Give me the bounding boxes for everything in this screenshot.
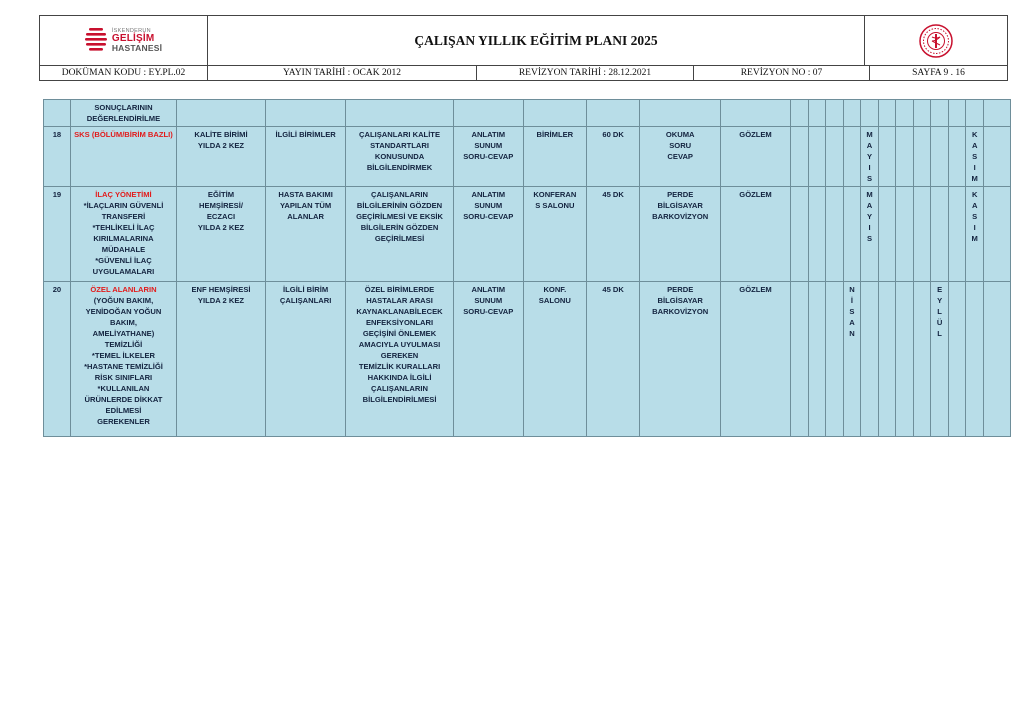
month-label	[862, 189, 877, 244]
topic-line: TEMİZLİĞİ	[104, 340, 143, 349]
purpose-cell-line: STANDARTLARI	[370, 141, 429, 150]
document-header	[39, 15, 1008, 66]
publish-date: YAYIN TARİHİ : OCAK 2012	[208, 66, 477, 80]
trainer-cell	[177, 187, 266, 282]
topic-line: *HASTANE TEMİZLİĞİ	[84, 362, 163, 371]
month-cell-6	[878, 282, 896, 437]
purpose-cell-line: GEREKEN	[380, 351, 419, 360]
month-letter: A	[971, 141, 978, 150]
month-letter: K	[971, 130, 978, 139]
month-cell-7	[896, 187, 914, 282]
empty-cell	[808, 100, 826, 127]
method-cell-line: SORU-CEVAP	[463, 212, 514, 221]
empty-cell	[843, 100, 861, 127]
empty-cell	[913, 100, 931, 127]
topic-cell	[70, 187, 176, 282]
trainer-cell-line: YILDA 2 KEZ	[197, 296, 245, 305]
topic-line: *İLAÇLARIN GÜVENLİ	[83, 201, 164, 210]
trainer-cell-line: HEMŞİRESİ/	[199, 201, 243, 210]
month-letter: A	[971, 201, 978, 210]
month-cell-4	[843, 187, 861, 282]
method-cell	[453, 127, 523, 187]
month-cell-2	[808, 282, 826, 437]
month-cell-1	[791, 187, 809, 282]
material-cell-line: BİLGİSAYAR	[657, 201, 703, 210]
material-cell-line: CEVAP	[667, 152, 693, 161]
material-cell	[640, 282, 720, 437]
month-letter: S	[849, 307, 855, 316]
purpose-cell	[346, 282, 453, 437]
method-cell	[453, 187, 523, 282]
material-cell-line: BARKOVİZYON	[652, 307, 709, 316]
place-cell	[523, 127, 586, 187]
month-cell-8	[913, 127, 931, 187]
material-cell-line: OKUMA	[665, 130, 695, 139]
empty-cell	[523, 100, 586, 127]
month-letter: S	[972, 212, 978, 221]
empty-cell	[791, 100, 809, 127]
place-cell-line: BİRİMLER	[536, 130, 574, 139]
table-row	[44, 282, 1011, 437]
method-cell-line: SORU-CEVAP	[463, 307, 514, 316]
month-letter: M	[971, 234, 978, 243]
topic-line: MÜDAHALE	[101, 245, 146, 254]
purpose-cell-line: ÇALIŞANLARI KALİTE	[359, 130, 441, 139]
month-letter: A	[849, 318, 855, 327]
month-letter: Y	[866, 152, 873, 161]
purpose-cell-line: ÇALIŞANLARIN	[371, 190, 428, 199]
topic-title: İLAÇ YÖNETİMİ	[95, 190, 152, 199]
topic-line: DEĞERLENDİRİLME	[86, 114, 161, 123]
audience-cell-line: İLGİLİ BİRİMLER	[275, 130, 336, 139]
empty-cell	[826, 100, 844, 127]
revision-date: REVİZYON TARİHİ : 28.12.2021	[477, 66, 694, 80]
month-cell-2	[808, 127, 826, 187]
topic-line: GEREKENLER	[97, 417, 150, 426]
topic-line: TRANSFERİ	[101, 212, 146, 221]
empty-cell	[948, 100, 966, 127]
purpose-cell-line: AMACIYLA UYULMASI	[358, 340, 441, 349]
topic-line: KIRILMALARINA	[93, 234, 154, 243]
month-letter: S	[866, 234, 873, 243]
evaluation-cell: GÖZLEM	[720, 282, 790, 437]
empty-cell	[177, 100, 266, 127]
hospital-logo	[40, 16, 208, 65]
audience-cell-line: ALANLAR	[287, 212, 324, 221]
method-cell-line: SORU-CEVAP	[463, 152, 514, 161]
trainer-cell-line: EĞİTİM	[207, 190, 235, 199]
method-cell-line: SUNUM	[474, 296, 503, 305]
month-letter: I	[868, 163, 871, 172]
month-cell-4	[843, 127, 861, 187]
month-label	[967, 189, 982, 244]
month-letter: Y	[866, 212, 873, 221]
purpose-cell-line: ÖZEL BİRİMLERDE	[364, 285, 435, 294]
month-cell-10	[948, 127, 966, 187]
place-cell-line: S SALONU	[535, 201, 575, 210]
empty-cell	[931, 100, 949, 127]
month-label	[845, 284, 860, 339]
month-cell-8	[913, 282, 931, 437]
month-letter: A	[866, 141, 873, 150]
month-cell-11	[966, 187, 984, 282]
topic-cell	[70, 100, 176, 127]
evaluation-cell: GÖZLEM	[720, 127, 790, 187]
empty-cell	[346, 100, 453, 127]
topic-line: *TEMEL İLKELER	[91, 351, 156, 360]
method-cell-line: SUNUM	[474, 201, 503, 210]
month-cell-1	[791, 282, 809, 437]
empty-cell	[983, 100, 1010, 127]
empty-cell	[896, 100, 914, 127]
topic-line: UYGULAMALARI	[92, 267, 155, 276]
material-cell-line: SORU	[669, 141, 692, 150]
month-cell-11	[966, 127, 984, 187]
place-cell-line: KONFERAN	[533, 190, 577, 199]
purpose-cell-line: GEÇİRİLMESİ VE EKSİK	[356, 212, 443, 221]
logo-line-1: İSKENDERUN	[111, 27, 151, 34]
month-letter: M	[866, 190, 873, 199]
empty-cell	[861, 100, 879, 127]
ministry-of-health-emblem-icon	[918, 23, 954, 59]
material-cell-line: BİLGİSAYAR	[657, 296, 703, 305]
month-cell-5	[861, 127, 879, 187]
topic-line: AMELİYATHANE)	[92, 329, 155, 338]
month-cell-11	[966, 282, 984, 437]
month-letter: I	[973, 163, 976, 172]
audience-cell	[265, 127, 345, 187]
method-cell	[453, 282, 523, 437]
audience-cell	[265, 282, 345, 437]
month-letter: E	[937, 285, 943, 294]
evaluation-cell: GÖZLEM	[720, 187, 790, 282]
month-cell-12	[983, 127, 1010, 187]
month-letter: K	[971, 190, 978, 199]
place-cell-line: SALONU	[538, 296, 571, 305]
logo-line-3: HASTANESİ	[111, 43, 163, 53]
table-row	[44, 127, 1011, 187]
trainer-cell-line: ECZACI	[206, 212, 236, 221]
topic-line: *GÜVENLİ İLAÇ	[95, 256, 152, 265]
month-cell-7	[896, 127, 914, 187]
month-letter: I	[973, 223, 976, 232]
audience-cell-line: İLGİLİ BİRİM	[283, 285, 329, 294]
topic-line: *TEHLİKELİ İLAÇ	[92, 223, 155, 232]
material-cell-line: BARKOVİZYON	[652, 212, 709, 221]
material-cell	[640, 127, 720, 187]
month-label	[967, 129, 982, 184]
method-cell-line: ANLATIM	[471, 285, 506, 294]
month-cell-6	[878, 187, 896, 282]
empty-cell	[453, 100, 523, 127]
month-cell-7	[896, 282, 914, 437]
topic-line: BAKIM,	[109, 318, 137, 327]
topic-cell	[70, 127, 176, 187]
topic-line: ÜRÜNLERDE DİKKAT	[84, 395, 163, 404]
purpose-cell	[346, 127, 453, 187]
topic-line: *KULLANILAN	[97, 384, 150, 393]
month-cell-10	[948, 282, 966, 437]
purpose-cell-line: BİLGİLENDİRMEK	[366, 163, 433, 172]
table-row	[44, 100, 1011, 127]
empty-cell	[265, 100, 345, 127]
empty-cell	[720, 100, 790, 127]
logo-line-2: GELİŞİM	[111, 33, 155, 44]
month-letter: N	[849, 285, 855, 294]
table-row	[44, 187, 1011, 282]
row-number-cell	[44, 100, 71, 127]
topic-cell	[70, 282, 176, 437]
place-cell-line: KONF.	[543, 285, 567, 294]
row-number-cell: 20	[44, 282, 71, 437]
month-cell-12	[983, 282, 1010, 437]
page-title: ÇALIŞAN YILLIK EĞİTİM PLANI 2025	[208, 16, 865, 65]
purpose-cell-line: ÇALIŞANLARIN	[371, 384, 428, 393]
empty-cell	[966, 100, 984, 127]
material-cell-line: PERDE	[667, 190, 694, 199]
month-letter: L	[937, 329, 942, 338]
month-cell-8	[913, 187, 931, 282]
month-letter: S	[866, 174, 873, 183]
purpose-cell-line: KONUSUNDA	[374, 152, 425, 161]
month-cell-4	[843, 282, 861, 437]
topic-title: SKS (BÖLÜM/BİRİM BAZLI)	[74, 130, 173, 139]
revision-no: REVİZYON NO : 07	[694, 66, 870, 80]
emblem-area	[865, 16, 1007, 65]
topic-line: RİSK SINIFLARI	[94, 373, 153, 382]
purpose-cell-line: BİLGİLENDİRİLMESİ	[362, 395, 437, 404]
audience-cell-line: YAPILAN TÜM	[280, 201, 332, 210]
month-letter: L	[937, 307, 942, 316]
empty-cell	[640, 100, 720, 127]
month-cell-3	[826, 282, 844, 437]
doc-code: DOKÜMAN KODU : EY.PL.02	[40, 66, 208, 80]
purpose-cell-line: GEÇİRİLMESİ	[374, 234, 425, 243]
purpose-cell	[346, 187, 453, 282]
purpose-cell-line: KAYNAKLANABİLECEK	[356, 307, 443, 316]
trainer-cell-line: ENF HEMŞİRESİ	[191, 285, 251, 294]
row-number-cell: 19	[44, 187, 71, 282]
month-letter: İ	[850, 296, 854, 305]
material-cell-line: PERDE	[667, 285, 694, 294]
month-letter: M	[866, 130, 873, 139]
row-number-cell: 18	[44, 127, 71, 187]
purpose-cell-line: HAKKINDA İLGİLİ	[367, 373, 432, 382]
method-cell-line: ANLATIM	[471, 190, 506, 199]
duration-cell: 60 DK	[586, 127, 640, 187]
month-cell-9	[931, 127, 949, 187]
purpose-cell-line: BİLGİLERİN GÖZDEN	[360, 223, 439, 232]
month-cell-9	[931, 187, 949, 282]
month-letter: A	[866, 201, 873, 210]
duration-cell: 45 DK	[586, 282, 640, 437]
month-letter: Y	[937, 296, 943, 305]
page-number: SAYFA 9 . 16	[912, 68, 965, 78]
trainer-cell	[177, 282, 266, 437]
month-label	[932, 284, 947, 339]
month-cell-9	[931, 282, 949, 437]
trainer-cell-line: YILDA 2 KEZ	[197, 223, 245, 232]
trainer-cell-line: KALİTE BİRİMİ	[194, 130, 248, 139]
place-cell	[523, 282, 586, 437]
month-letter: M	[971, 174, 978, 183]
audience-cell-line: HASTA BAKIMI	[278, 190, 333, 199]
month-cell-3	[826, 127, 844, 187]
empty-cell	[878, 100, 896, 127]
training-plan-table	[43, 99, 1011, 437]
purpose-cell-line: HASTALAR ARASI	[366, 296, 433, 305]
hospital-logo-icon	[85, 26, 107, 56]
purpose-cell-line: TEMİZLİK KURALLARI	[358, 362, 441, 371]
topic-line: EDİLMESİ	[105, 406, 142, 415]
material-cell	[640, 187, 720, 282]
trainer-cell	[177, 127, 266, 187]
topic-line: SONUÇLARININ	[94, 103, 153, 112]
audience-cell	[265, 187, 345, 282]
method-cell-line: SUNUM	[474, 141, 503, 150]
month-letter: N	[849, 329, 855, 338]
trainer-cell-line: YILDA 2 KEZ	[197, 141, 245, 150]
month-cell-10	[948, 187, 966, 282]
empty-cell	[586, 100, 640, 127]
month-letter: S	[972, 152, 978, 161]
purpose-cell-line: GEÇİŞİNİ ÖNLEMEK	[362, 329, 437, 338]
duration-cell: 45 DK	[586, 187, 640, 282]
purpose-cell-line: ENFEKSİYONLARI	[365, 318, 434, 327]
month-cell-12	[983, 187, 1010, 282]
place-cell	[523, 187, 586, 282]
method-cell-line: ANLATIM	[471, 130, 506, 139]
topic-line: (YOĞUN BAKIM,	[93, 296, 154, 305]
topic-line: YENİDOĞAN YOĞUN	[85, 307, 162, 316]
document-meta-bar	[39, 66, 1008, 81]
audience-cell-line: ÇALIŞANLARI	[279, 296, 332, 305]
month-cell-5	[861, 187, 879, 282]
month-cell-2	[808, 187, 826, 282]
purpose-cell-line: BİLGİLERİNİN GÖZDEN	[356, 201, 443, 210]
month-cell-3	[826, 187, 844, 282]
topic-title: ÖZEL ALANLARIN	[90, 285, 157, 294]
month-letter: I	[868, 223, 871, 232]
month-cell-1	[791, 127, 809, 187]
month-letter: Ü	[936, 318, 943, 327]
month-cell-6	[878, 127, 896, 187]
month-label	[862, 129, 877, 184]
month-cell-5	[861, 282, 879, 437]
